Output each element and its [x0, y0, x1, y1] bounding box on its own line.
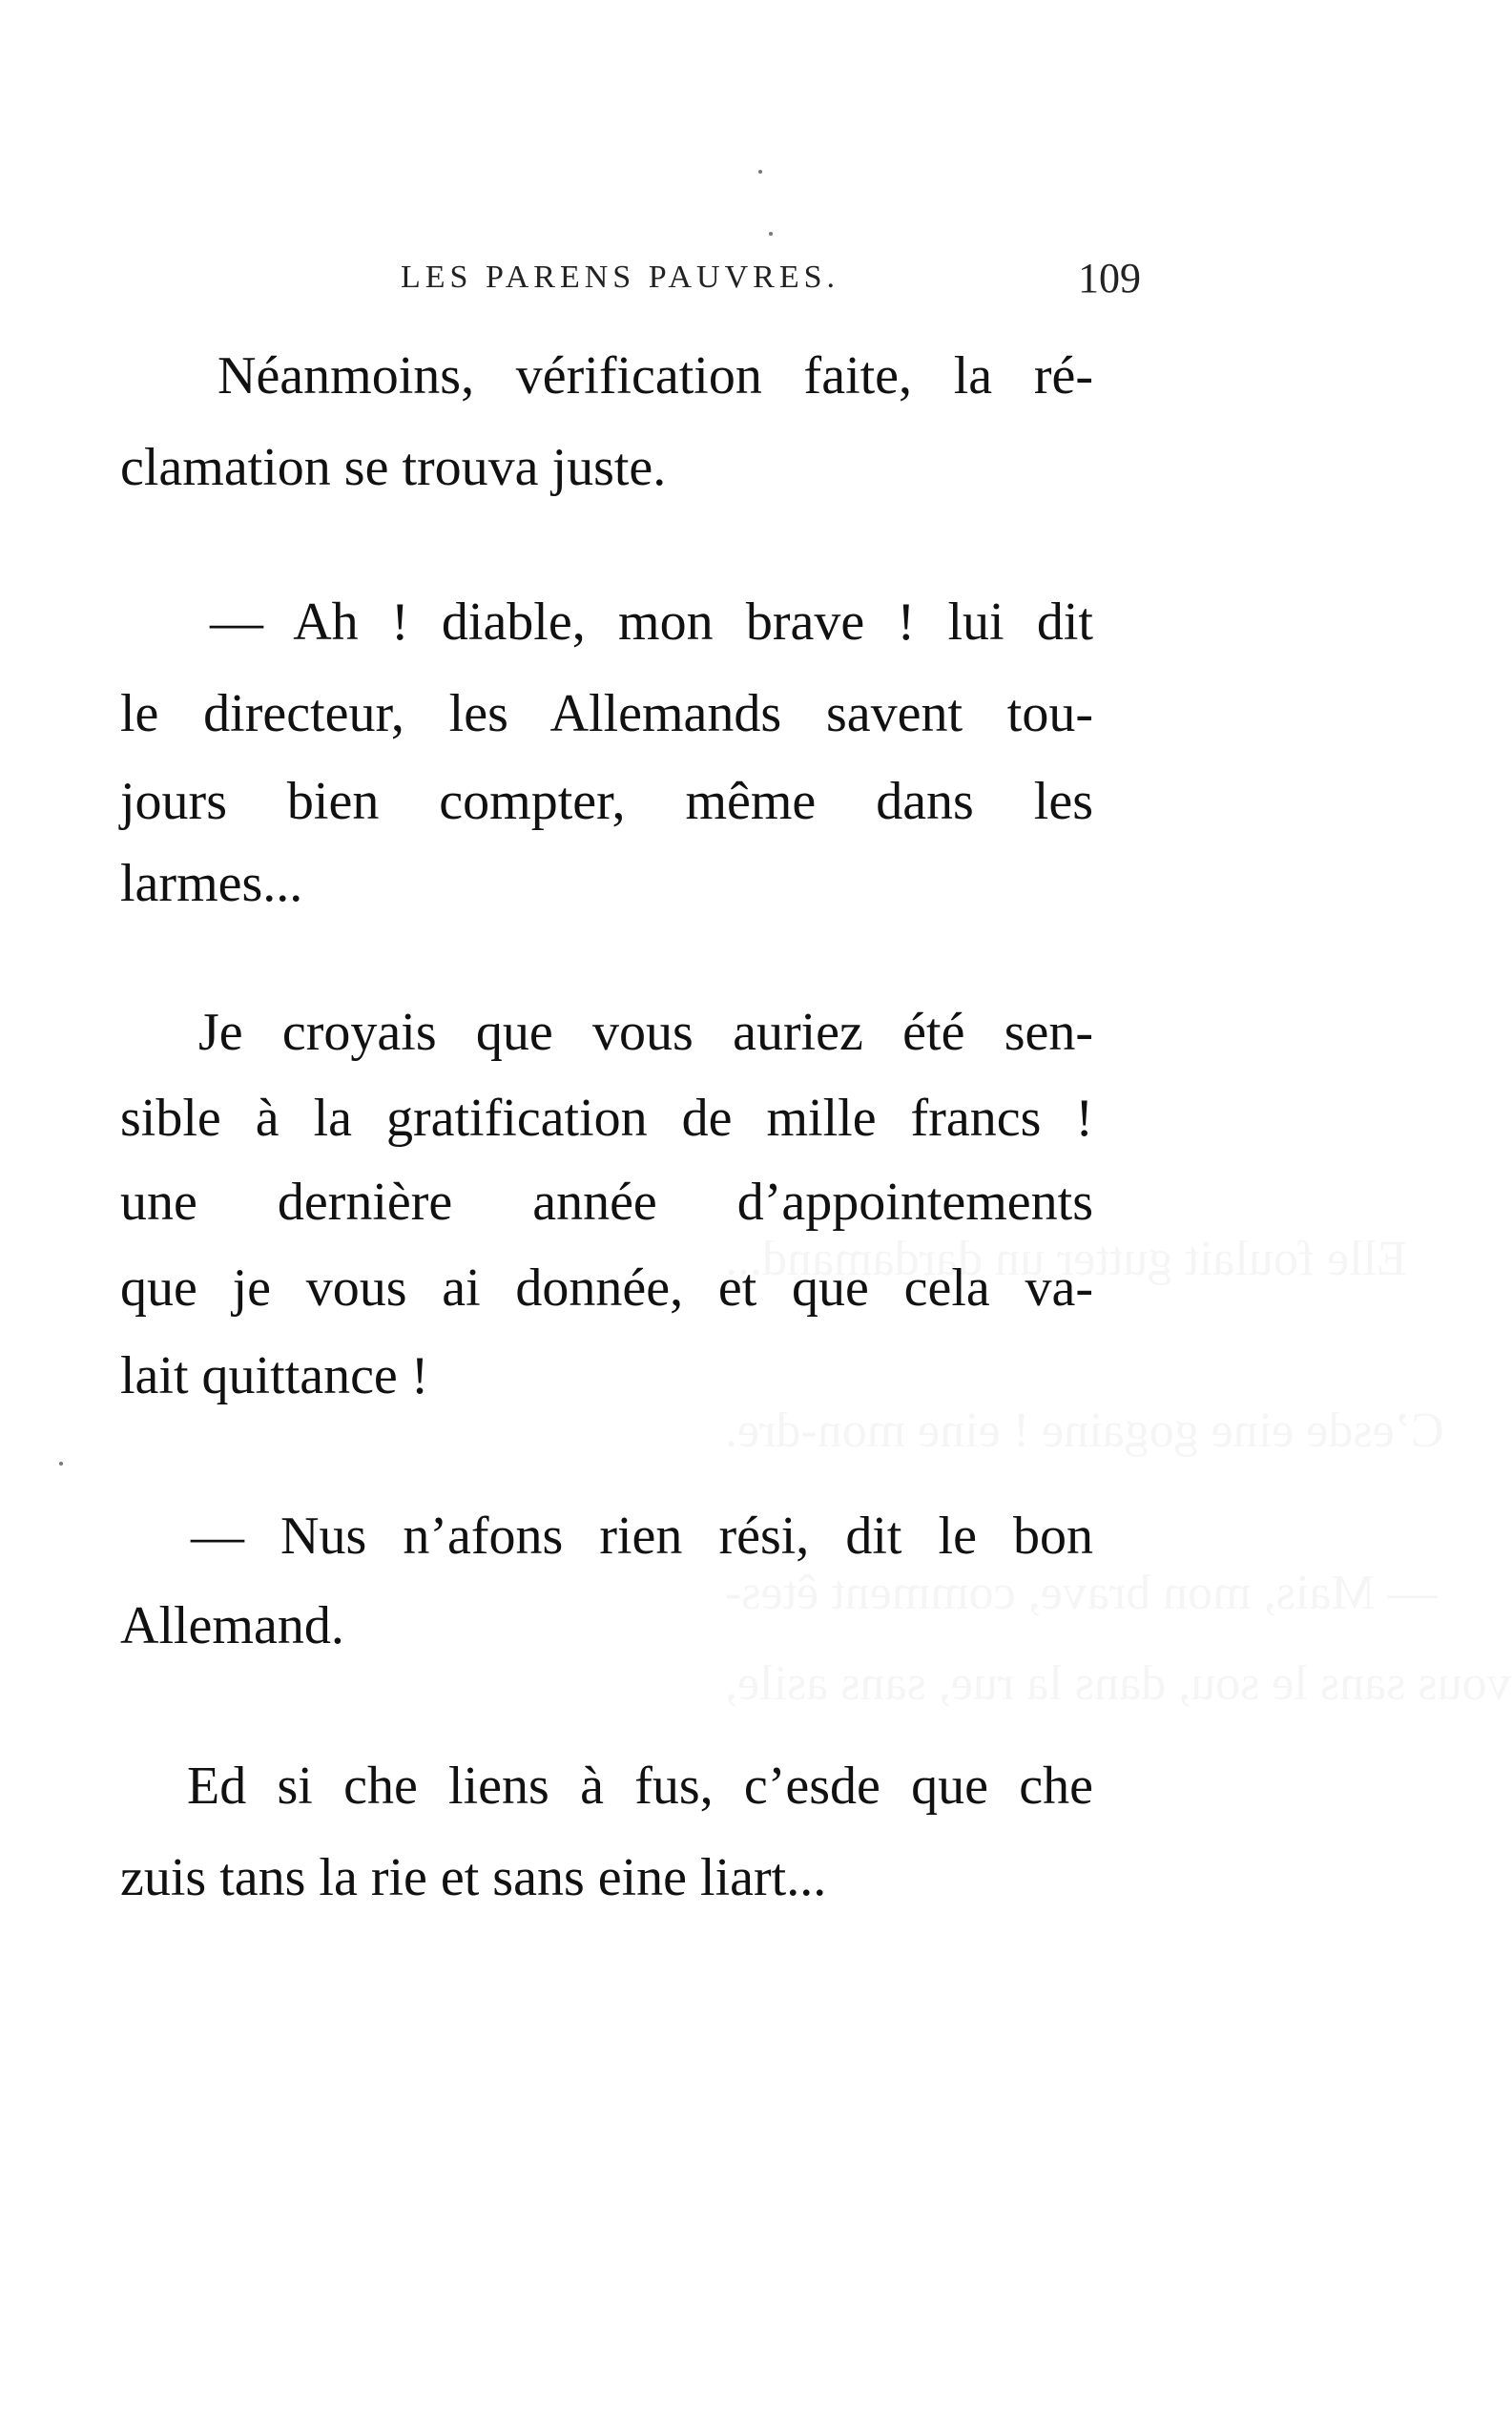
text-line: zuis tans la rie et sans eine liart... [120, 1848, 827, 1907]
show-through: C’esde eine gogaine ! eine mon-dre. [725, 1404, 1444, 1458]
speck [758, 170, 762, 174]
text-line: clamation se trouva juste. [120, 438, 667, 497]
show-through: vous sans le sou, dans la rue, sans asile, [725, 1656, 1512, 1711]
text-line: — Ah ! diable, mon brave ! lui dit [210, 593, 1093, 652]
text-line: Je croyais que vous auriez été sen- [198, 1003, 1093, 1062]
show-through: — Mais, mon brave, comment êtes- [725, 1566, 1438, 1620]
text-line: lait quittance ! [120, 1346, 429, 1405]
text-line: Ed si che liens à fus, c’esde que che [187, 1757, 1093, 1816]
text-line: le directeur, les Allemands savent tou- [120, 684, 1093, 743]
text-line: sible à la gratification de mille francs ! [120, 1089, 1093, 1148]
text-line: — Nus n’afons rien rési, dit le bon [191, 1507, 1093, 1566]
text-line: une dernière année d’appointements [120, 1173, 1093, 1232]
page-number: 109 [1078, 255, 1141, 302]
speck [769, 232, 773, 236]
text-line: que je vous ai donnée, et que cela va- [120, 1258, 1093, 1318]
text-line: jours bien compter, même dans les [120, 772, 1093, 831]
running-title: LES PARENS PAUVRES. [401, 260, 840, 295]
text-line: Néanmoins, vérification faite, la ré- [217, 346, 1093, 406]
text-line: larmes... [120, 854, 303, 913]
text-line: Allemand. [120, 1596, 344, 1655]
show-through: Elle foulait gutter un dardamand... [725, 1232, 1407, 1286]
speck [59, 1462, 63, 1466]
